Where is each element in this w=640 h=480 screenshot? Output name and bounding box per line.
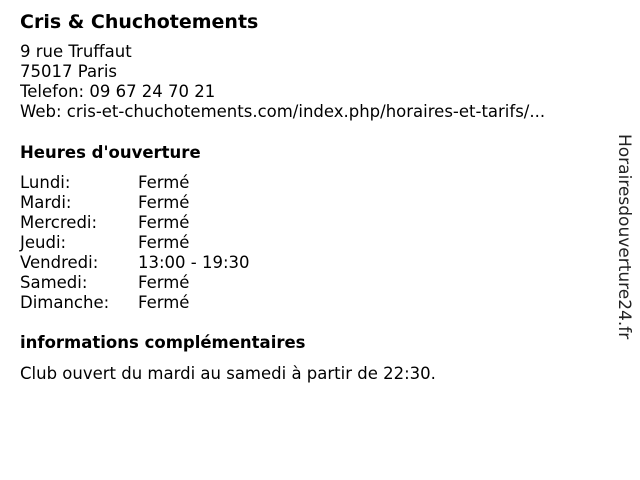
hours-row-saturday bbox=[20, 273, 600, 293]
opening-hours-table bbox=[20, 173, 600, 313]
hours-row-wednesday bbox=[20, 213, 600, 233]
day-label: Lundi: bbox=[20, 173, 71, 192]
day-hours: Fermé bbox=[138, 233, 190, 252]
hours-row-friday bbox=[20, 253, 600, 273]
hours-row-sunday bbox=[20, 293, 600, 313]
day-hours: 13:00 - 19:30 bbox=[138, 253, 250, 272]
address-block bbox=[20, 42, 600, 122]
day-hours: Fermé bbox=[138, 193, 190, 212]
day-hours: Fermé bbox=[138, 273, 190, 292]
hours-row-thursday bbox=[20, 233, 600, 253]
site-watermark: Horairesdouverture24.fr bbox=[614, 134, 634, 340]
business-card bbox=[20, 10, 600, 384]
day-label: Mardi: bbox=[20, 193, 72, 212]
business-name: Cris & Chuchotements bbox=[20, 11, 259, 33]
opening-hours-heading: Heures d'ouverture bbox=[20, 143, 201, 162]
day-label: Samedi: bbox=[20, 273, 88, 292]
hours-row-monday bbox=[20, 173, 600, 193]
day-hours: Fermé bbox=[138, 213, 190, 232]
day-hours: Fermé bbox=[138, 173, 190, 192]
day-label: Vendredi: bbox=[20, 253, 99, 272]
hours-row-tuesday bbox=[20, 193, 600, 213]
additional-info-heading: informations complémentaires bbox=[20, 333, 306, 352]
day-label: Jeudi: bbox=[20, 233, 67, 252]
additional-info-text: Club ouvert du mardi au samedi à partir de 22:30. bbox=[20, 364, 436, 383]
day-label: Mercredi: bbox=[20, 213, 98, 232]
street-address: 9 rue Truffaut bbox=[20, 42, 132, 61]
day-label: Dimanche: bbox=[20, 293, 110, 312]
city-line: 75017 Paris bbox=[20, 62, 118, 81]
phone-line: Telefon: 09 67 24 70 21 bbox=[20, 82, 216, 101]
website-line: Web: cris-et-chuchotements.com/index.php/horaires-et-tarifs/... bbox=[20, 102, 546, 121]
day-hours: Fermé bbox=[138, 293, 190, 312]
